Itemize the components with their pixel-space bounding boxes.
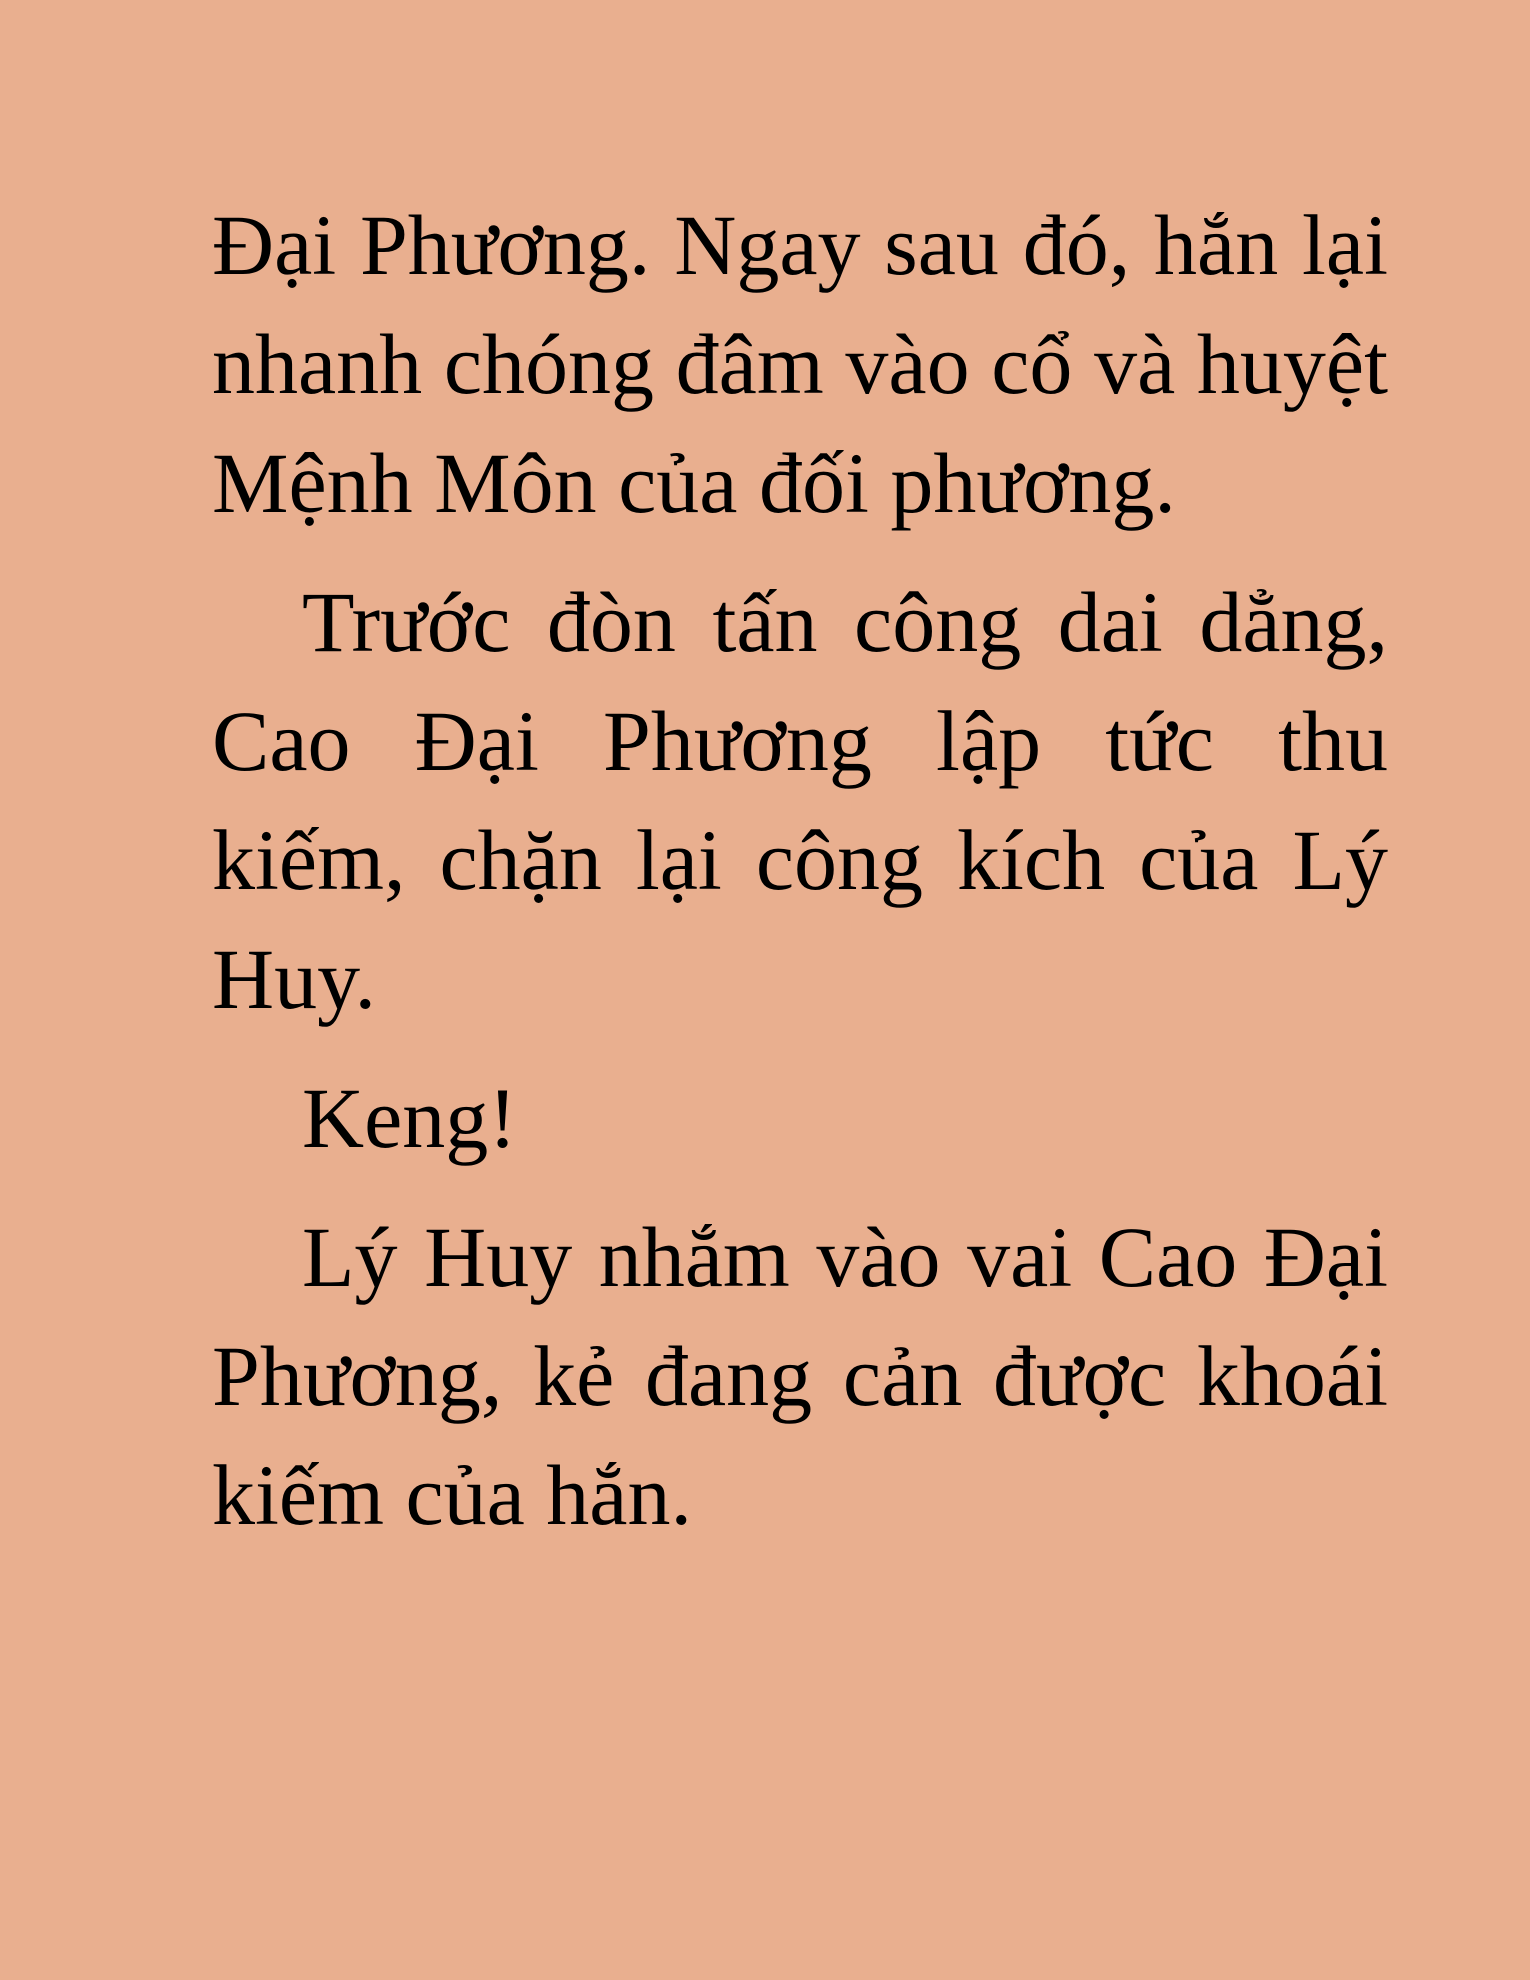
paragraph-3: Keng! [302, 1070, 517, 1166]
paragraph-1: Đại Phương. Ngay sau đó, hắn lại nhanh chóng đâm vào cổ và huyệt Mệnh Môn của đối phương. [212, 197, 1388, 531]
paragraph-4: Lý Huy nhắm vào vai Cao Đại Phương, kẻ đang cản được khoái kiếm của hắn. [212, 1209, 1388, 1543]
paragraph-2: Trước đòn tấn công dai dẳng, Cao Đại Phương lập tức thu kiếm, chặn lại công kích của Lý Huy. [212, 574, 1388, 1027]
body-text [212, 186, 1388, 1555]
